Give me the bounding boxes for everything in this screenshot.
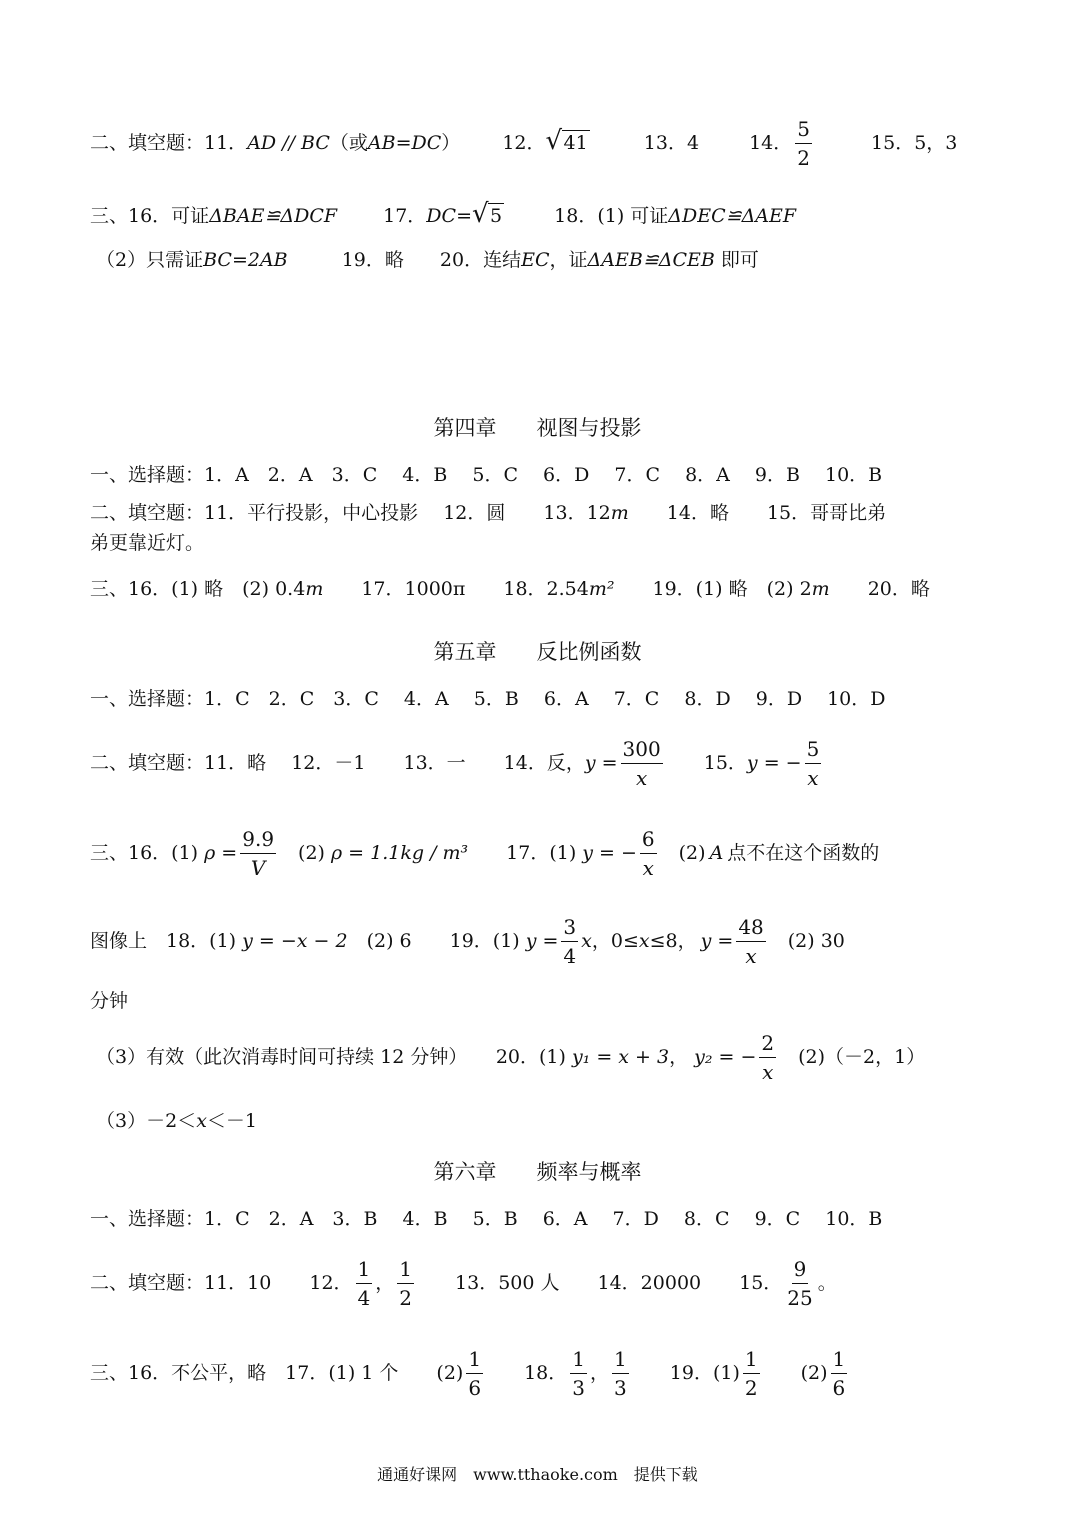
fraction: $\frac{1}{6}$: [468, 1347, 482, 1400]
ch4-fill-line-2: 弟更靠近灯。: [90, 532, 205, 554]
fraction: $\frac{300}{x}$: [622, 737, 661, 790]
fraction: $\frac{48}{x}$: [738, 915, 764, 968]
fraction: $\frac{1}{2}$: [399, 1257, 413, 1310]
ch5-fill-line: 二、填空题：11．略 12．－1 13．一 14．反，y = $\frac{300}{x}$ 15．y = − $\frac{5}{x}$: [90, 737, 820, 790]
fraction: $\frac{2}{x}$: [761, 1031, 775, 1084]
fraction: $\frac{5}{2}$: [797, 117, 810, 170]
sqrt-5: √ 5: [472, 198, 503, 229]
sqrt-41: √ 41: [545, 126, 588, 156]
fraction: $\frac{5}{x}$: [806, 737, 820, 790]
ch5-solve-line-2: 图像上 18．(1) y = −x − 2 (2) 6 19．(1) y = $\frac{3}{4}$ x，0≤x≤8， y = $\frac{48}{x}$ (2) 30: [90, 915, 845, 968]
ch5-choice-line: 一、选择题：1．C 2．C 3．C 4．A 5．B 6．A 7．C 8．D 9．D 10．D: [90, 688, 886, 710]
ch3-fill-line: 二、填空题：11．AD // BC（或AB=DC） 12． √ 41 13．4 14． $\frac{5}{2}$ 15．5，3: [90, 117, 958, 170]
ch4-fill-line: 二、填空题：11．平行投影，中心投影 12．圆 13．12m 14．略 15．哥哥比弟: [90, 502, 887, 524]
chapter-5-title: 第五章 反比例函数: [433, 640, 642, 664]
fraction: $\frac{1}{3}$: [572, 1347, 586, 1400]
fraction: $\frac{3}{4}$: [563, 915, 577, 968]
fraction: $\frac{1}{6}$: [832, 1347, 846, 1400]
chapter-6-title: 第六章 频率与概率: [433, 1160, 642, 1184]
fraction: $\frac{1}{3}$: [614, 1347, 627, 1400]
ch6-solve-line: 三、16．不公平，略 17．(1) 1 个 (2) $\frac{1}{6}$ 18． $\frac{1}{3}$ ， $\frac{1}{3}$ 19．(1) $\frac{1}{2}$ (2) $\frac{1}{6}$: [90, 1347, 846, 1400]
fraction: $\frac{1}{4}$: [357, 1257, 371, 1310]
ch4-solve-line: 三、16．(1) 略 (2) 0.4m 17．1000π 18．2.54m² 19．(1) 略 (2) 2m 20．略: [90, 578, 930, 600]
ch6-choice-line: 一、选择题：1．C 2．A 3．B 4．B 5．B 6．A 7．D 8．C 9．C 10．B: [90, 1208, 883, 1230]
ch5-solve-line-1: 三、16．(1) ρ = $\frac{9.9}{V}$ (2) ρ = 1.1kg / m³ 17．(1) y = − $\frac{6}{x}$ (2) A 点不在这个函数的: [90, 827, 880, 880]
fraction: $\frac{6}{x}$: [641, 827, 655, 880]
ch5-solve-line-3: 分钟: [90, 990, 129, 1012]
ch4-choice-line: 一、选择题：1．A 2．A 3．C 4．B 5．C 6．D 7．C 8．A 9．B 10．B: [90, 464, 883, 486]
ch5-solve-line-4: （3）有效（此次消毒时间可持续 12 分钟） 20．(1) y₁ = x + 3， y₂ = − $\frac{2}{x}$ (2)（－2，1）: [96, 1031, 926, 1084]
fraction: $\frac{9}{25}$: [787, 1257, 813, 1310]
ch3-solve-line-1: 三、16．可证ΔBAE≌ΔDCF 17．DC= √ 5 18．(1) 可证ΔDEC≌ΔAEF: [90, 198, 797, 229]
ch3-solve-line-2: （2）只需证BC=2AB 19．略 20．连结EC，证ΔAEB≌ΔCEB 即可: [96, 248, 759, 271]
chapter-4-title: 第四章 视图与投影: [433, 416, 642, 440]
fraction: $\frac{9.9}{V}$: [242, 827, 275, 880]
fraction: $\frac{1}{2}$: [744, 1347, 758, 1400]
ch5-solve-line-5: （3）－2＜x＜－1: [96, 1110, 257, 1132]
page-footer: 通通好课网 www.tthaoke.com 提供下载: [377, 1465, 698, 1484]
ch6-fill-line: 二、填空题：11．10 12． $\frac{1}{4}$ ， $\frac{1}{2}$ 13．500 人 14．20000 15． $\frac{9}{25}$ 。: [90, 1257, 837, 1310]
